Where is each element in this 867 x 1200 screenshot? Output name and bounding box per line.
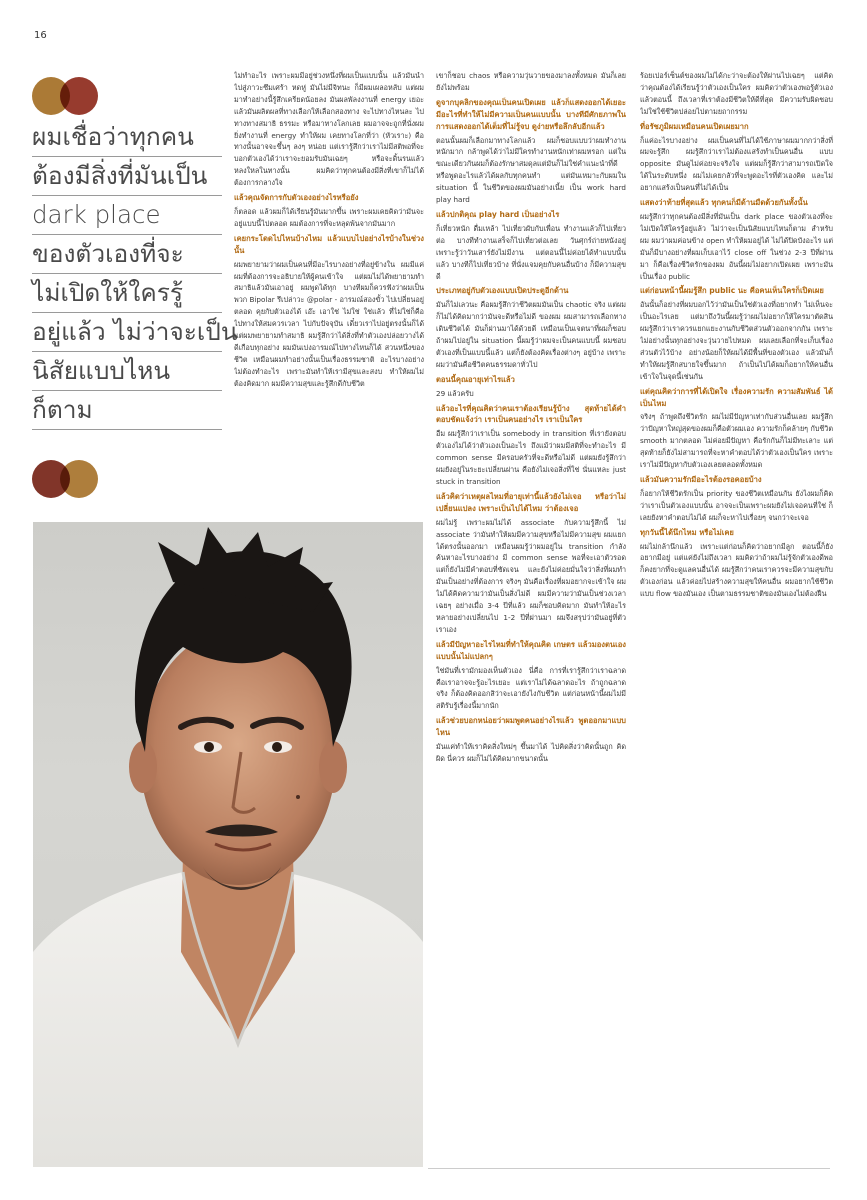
portrait-photo <box>33 522 423 1167</box>
body-paragraph: มันแค่ทำให้เราคิดสิ่งใหม่ๆ ขึ้นมาได้ ไปคิดสิ่งว่าคิดนั้นถูก คิดผิด นี่ควร ผมก็ไม่ได้คิดมากขนาดนั้น <box>436 742 626 763</box>
column-1 <box>234 70 424 518</box>
interview-question: ดูจากบุคลิกของคุณเป็นคนเปิดเผย แล้วก็แสดงออกได้เยอะ มีอะไรที่ทำให้ไม่มีความเป็นคนแบบนั้น บางทีมีศักยภาพในการแสดงออกได้เต็มที่ไม่รู้จบ ดูง่ายหรือลึกลับอีกแล้ว <box>436 97 626 131</box>
interview-question: เคยกระโดดไปไหนบ้างไหม แล้วแบบไปอย่างไรบ้างในช่วงนั้น <box>234 233 424 255</box>
interview-question: แล้วมันความรักมีอะไรต้องรอคอยบ้าง <box>640 475 762 484</box>
body-paragraph: ใช่มันที่เรามักมองเห็นตัวเอง นี่คือ การที่เรารู้สึกว่าเราฉลาด คือเราอาจจะรู้อะไรเยอะ แต่เราไม่ได้ฉลาดอะไร ถ้าถูกฉลาดจริง ก็ต้องคิดออกสิว่าจะเอายังไงกับชีวิต แต่ก่อนหน้านี้ผมไม่มีสติรับรู้เรื่องนี้มากนัก <box>436 665 626 711</box>
red-dot-icon <box>60 77 98 115</box>
interview-question: แล้วคิดว่าเหตุผลไหมที่อายุเท่านี้แล้วยังไม่เจอ หรือว่าไม่เปลี่ยนแปลง เพราะเป็นไปได้ไหม ว่าต้องเจอ <box>436 491 626 513</box>
pull-quote-line: ของตัวเองที่จะ <box>32 235 222 274</box>
page-number: 16 <box>34 30 47 41</box>
pull-quote <box>32 118 238 430</box>
body-paragraph: 29 แล้วครับ <box>436 388 474 398</box>
pull-quote-line: ไม่เปิดให้ใครรู้ <box>32 274 222 313</box>
footer-rule <box>428 1168 830 1169</box>
pull-quote-line: นิสัยแบบไหน <box>32 352 222 391</box>
body-paragraph: มันก็ไม่เลวนะ คือผมรู้สึกว่าชีวิตผมมันเป็น chaotic จริง แต่ผมก็ไม่ได้คิดมากว่ามันจะดีหรือไม่ดี ของผม ผมสามารถเลือกทางเดินชีวิตได้ มันก็ผ่านมาได้ด้วยดี เหมือนเป็นเจตนาที่ผมก็ชอบ ถ้าผมไปอยู่ใน situation นี้ผมรู้ว่าผมจะเป็นคนแบบนี้ ผมชอบตัวเองที่เป็นแบบนี้แล้ว แต่ก็ยังต้องคิดเรื่องต่างๆ อยู่บ้าง เพราะผมว่ามันคือชีวิตคนธรรมดาทั่วไป <box>436 300 626 369</box>
body-paragraph: จริงๆ ถ้าพูดถึงชีวิตรัก ผมไม่มีปัญหาเท่ากับส่วนอื่นเลย ผมรู้สึกว่าปัญหาใหญ่สุดของผมก็คือตัวผมเอง ความรักก็คล้ายๆ กับชีวิต smooth มากตลอด ไม่ค่อยมีปัญหา คือรักกันก็ไม่มีทะเลาะ แต่สุดท้ายก็ยังไม่สามารถที่จะหาคำตอบได้ว่าตัวเองเป็นใคร เพราะเราไม่มีปัญหากับตัวเองเลยตลอดทั้งหมด <box>640 412 833 470</box>
interview-question: แล้วคุณจัดการกับตัวเองอย่างไรหรือยัง <box>234 193 359 203</box>
body-paragraph: อันนั้นก็อย่างที่ผมบอกไว้ว่ามันเป็นใช่ตัวเองที่อยากทำ ไม่เห็นจะเป็นอะไรเลย แต่มาถึงวันนี้ผมรู้ว่าผมไม่อยากให้ใครมาตัดสิน ผมรู้สึกว่าเราควรแยกแยะงานกับชีวิตส่วนตัวออกจากกัน เพราะไม่อย่างนั้นทุกอย่างจะวุ่นวายไปหมด ผมเลยเลือกที่จะเก็บเรื่องส่วนตัวไว้บ้าง อย่างน้อยก็ให้ผมได้มีพื้นที่ของตัวเอง แล้วมันก็ทำให้ผมรู้สึกสบายใจขึ้นมาก ถ้าเป็นไปได้ผมก็อยากให้คนอื่นเข้าใจในจุดนี้เช่นกัน <box>640 300 833 381</box>
body-paragraph: ผมพยายามว่าผมเป็นคนที่มีอะไรบางอย่างที่อยู่ข้างใน ผมมีแค่ผมที่ต้องการจะอธิบายให้ผู้คนเข้าใจ แต่ผมไม่ได้พยายามทำสมาธิแล้วมันเอาอยู่ ผมพูดได้ทุก บางทีผมก็ควรฟังว่าผมเป็นพวก Bipolar รึเปล่าวะ @polar - อารมณ์สองขั้ว ไปเปลี่ยนอยู่ตลอด คุยกับตัวเองได้ เอ๊ะ เอาใช่ ไม่ใช่ ใช่แล้ว ที่ไม่ใช่ก็คือ ไปทางให้สมควรเวลา ไปกับปัจจุบัน เดี๋ยวเราไปอยู่ตรงนั้นก็ได้ แต่ผมพยายามทำสมาธิ ผมรู้สึกว่าได้สิ่งที่ทำตัวเองปล่อยวางได้ดีเกือบทุกอย่าง ผมมันเบ่งอารมณ์ไปทางไหนก็ได้ สวนหนึ่งของชีวิต เหมือนผมทำอย่างนั้นเป็นเรื่องธรรมชาติ อะไรบางอย่างไม่ต้องทำอะไร เพราะมันทำให้เรามีสุขและสงบ ทำให้ผมไม่ต้องคิดมาก ผมมีความสุขและรู้สึกดีกับชีวิต <box>234 259 424 388</box>
body-paragraph: ก็เที่ยวหนัก ดื่มเหล้า ไปเที่ยวผับกับเพื่อน ทำงานแล้วก็ไปเที่ยวต่อ บางทีทำงานเสร็จก็ไปเที่ยวต่อเลย วันศุกร์ถ่ายหนังอยู่ เพราะรู้ว่าวันเสาร์ยังไม่มีงาน แต่ตอนนี้ไม่ค่อยได้ทำแบบนั้นแล้ว บางทีก็ไปเที่ยวบ้าง ที่นั่งแจมคุยกับคนอื่นบ้าง ก็มีความสุขดี <box>436 223 626 281</box>
body-paragraph: ผมไม่กล้านึกแล้ว เพราะแต่ก่อนก็คิดว่าอยากมีลูก ตอนนี้ก็ยังอยากมีอยู่ แต่แค่ยังไม่ถึงเวลา ผมคิดว่าถ้าผมไม่รู้จักตัวเองดีพอก็คงยากที่จะดูแลคนอื่นได้ ผมรู้สึกว่าคนเราควรจะมีความสุขกับตัวเองก่อน แล้วค่อยไปสร้างความสุขให้คนอื่น ผมอยากใช้ชีวิตแบบ flow ของมันเอง เป็นตามธรรมชาติของมันเองไม่ต้องฝืน <box>640 541 833 599</box>
body-paragraph: อืม ผมรู้สึกว่าเราเป็น somebody in transition ที่เรายังตอบตัวเองไม่ได้ว่าตัวเองเป็นอะไร ถึงแม้ว่าผมมีสติที่จะทำอะไร มี common sense มีครอบครัวที่จะดีหรือไม่ดี แต่ผมยังรู้สึกว่าผมยังอยู่ในระยะเปลี่ยนผ่าน คือยังไม่เจอสิ่งที่ใช่ นั่นแหละ just stuck in transition <box>436 429 626 486</box>
pull-quote-line: ต้องมีสิ่งที่มันเป็น <box>32 157 222 196</box>
interview-question: แล้วช่วยบอกหน่อยว่าผมพูดคนอย่างไรแล้ว พูดออกมาแบบไหน <box>436 716 626 738</box>
body-paragraph: ร้อยเปอร์เซ็นต์ของผมไม่ได้กะว่าจะต้องให้ผ่านไปเฉยๆ แต่คิดว่าคุณต้องได้เรียนรู้ว่าตัวเองเป็นใคร ผมคิดว่าตัวเองพอรู้ตัวเองแล้วตอนนี้ ถึงเวลาที่เราต้องมีชีวิตให้ดีที่สุด มีความรับผิดชอบ ไม่ใช่ใช้ชีวิตปล่อยไปตามยถากรรม <box>640 71 833 116</box>
body-paragraph: ตอนนั้นผมก็เลือกมาทางโลกแล้ว ผมก็ชอบแบบว่าผมทำงานหนักมาก กล้าพูดได้ว่าไม่มีใครทำงานหนักเท่าผมหรอก แต่ในขณะเดียวกันผมก็ต้องรักษาสมดุลแต่มันก็ไม่ใช่คำแนะนำที่ดี หรือพูดอะไรแล้วได้ผลกับทุกคนทำ แต่มันเหมาะกับผมใน situation นี้ ในชีวิตของผมมันอย่างเนี้ย เป็น work hard play hard <box>436 135 626 205</box>
interview-question: แต่คุณคิดว่าการที่ได้เปิดใจ เรื่องความรัก ความสัมพันธ์ ได้เป็นไหม <box>640 386 833 408</box>
pull-quote-line: ผมเชื่อว่าทุกคน <box>32 118 222 157</box>
body-paragraph: ก็ตลอด แล้วผมก็ได้เรียนรู้มันมากขึ้น เพราะผมเคยคิดว่ามันจะอยู่แบบนี้ไปตลอด ผมต้องการที่จะหลุดพ้นจากมันมาก <box>234 206 424 228</box>
interview-question: แสดงว่าท้ายที่สุดแล้ว ทุกคนก็มีด้านมืดด้วยกันทั้งนั้น <box>640 198 808 208</box>
body-paragraph: ไม่ทำอะไร เพราะผมมีอยู่ช่วงหนึ่งที่ผมเป็นแบบนั้น แล้วมันนำไปสู่ภาวะซึมเศร้า หดหู่ มันไม่มีจิทนะ ก็มีผมเผลอหลับ แต่ผมมาทำอย่างนี้รู้สึกเครียดน้อยลง มันผลพัลงงานที่ energy เยอะ แล้วมันผลิตผลที่ทางเลือกให้เลือกสองทาง จะไปทางไหนละ ไปทางทางสมาธิ ธรรมะ หรือมาทางโลกเลย ผมอาจจะถูกที่นั่งผมยิ่งทำงานที่ energy ทำให้ผม เคยทางโลกที่ว่า (หัวเราะ) คือทางนั้นอาจจะขึ้นๆ ลงๆ หน่อย แต่เรารู้สึกว่าเราไม่มีสติพอที่จะบอกตัวเองได้ว่าเราจะยอมรับมันเฉยๆ หรือจะดิ้นรนแล้วหลงใหลในทางนั้น ผมคิดว่าทุกคนต้องมีสิ่งที่เขาก็ไม่ได้ต้องการกลางใจ <box>234 71 424 188</box>
interview-question: ตอนนี้คุณอายุเท่าไรแล้ว <box>436 374 515 384</box>
gold-dot-icon <box>60 460 98 498</box>
interview-question: แล้วมีปัญหาอะไรไหมที่ทำให้คุณคิด เกษตร แล้วมองตนเองแบบนั้นไม่แปลกๆ <box>436 639 626 661</box>
interview-question: แล้วปกติคุณ play hard เป็นอย่างไร <box>436 209 560 219</box>
body-paragraph: ก็อยากให้ชีวิตรักเป็น priority ของชีวิตเหมือนกัน ยังไงผมก็คิดว่าเราเป็นตัวเองแบบนั้น อาจจะเป็นเพราะผมยังไม่เจอคนที่ใช่ ก็เลยยังหาคำตอบไม่ได้ ผมก็จะหาไปเรื่อยๆ จนกว่าจะเจอ <box>640 488 833 522</box>
body-paragraph: ผมรู้สึกว่าทุกคนต้องมีสิ่งที่มันเป็น dark place ของตัวเองที่จะไม่เปิดให้ใครรู้อยู่แล้ว ไม่ว่าจะเป็นนิสัยแบบไหนก็ตาม สำหรับผม ผมว่าผมค่อนข้าง open ทำให้ผมอยู่ได้ ไม่ได้ปิดบังอะไร แต่มันก็มีบางอย่างที่ผมเก็บเอาไว้ close off ในช่วง 2-3 ปีที่ผ่านมา ก็คือเรื่องชีวิตรักของผม อันนี้ผมไม่อยากเปิดเผย เพราะมันเป็นเรื่อง public <box>640 211 833 281</box>
portrait-illustration <box>33 522 423 1167</box>
decorative-dots-bottom <box>32 460 100 500</box>
interview-question: ประเภทอยู่กับตัวเองแบบเปิดประตูอีกด้าน <box>436 286 569 296</box>
interview-question: ที่อรัชภูมิผมเหมือนคนเปิดเผยมาก <box>640 121 749 131</box>
body-paragraph: ก็แค่อะไรบางอย่าง ผมเป็นคนที่ไม่ได้ใช้ภาษาผมมากกว่าสิ่งที่ผมจะรู้สึก ผมรู้สึกว่าเราไม่ต้องแสร้งทำเป็นคนอื่น แบบ opposite มันดูไม่ค่อยจะจริงใจ แต่ผมก็รู้สึกว่าสามารถเปิดใจได้ในระดับหนึ่ง ผมไม่เคยกลัวที่จะพูดอะไรที่ตัวเองคิด และไม่อยากแสร้งเป็นคนที่ไม่ได้เป็น <box>640 135 833 193</box>
interview-question: แล้วอะไรที่คุณคิดว่าคนเราต้องเรียนรู้บ้าง สุดท้ายได้คำตอบชัดแจ้งว่า เราเป็นคนอย่างไร เราเป็นใคร <box>436 403 626 425</box>
column-2 <box>436 70 626 1168</box>
pull-quote-line: ก็ตาม <box>32 391 222 430</box>
decorative-dots-top <box>32 77 100 117</box>
body-paragraph: ผมไม่รู้ เพราะผมไม่ได้ associate กับความรู้สึกนี้ ไม่ associate ว่ามันทำให้ผมมีความสุขหรือไม่มีความสุข ผมแยกได้ตรงนั้นออกมา เหมือนผมรู้ว่าผมอยู่ใน transition กำลังค้นหาอะไรบางอย่าง มี common sense พอที่จะเอาตัวรอดแต่ก็ยังไม่มีคำตอบที่ชัดเจน และยังไม่ค่อยมั่นใจว่าสิ่งที่ผมทำมันเป็นอย่างที่ต้องการ จริงๆ มันคือเรื่องที่ผมอยากจะเข้าใจ ผมไม่ได้คิดความว่ามันเป็นสิ่งไม่ดี ผมมีความว่ามันเป็นช่วงเวลาเฉยๆ อย่างเมื่อ 3-4 ปีที่แล้ว ผมก็ชอบคิดมาก มันทำให้อะไรหลายอย่างเปลี่ยนไป 1-2 ปีที่ผ่านมา ผมจึงสรุปว่ามันอยู่ที่ตัวเราเอง <box>436 517 626 634</box>
pull-quote-line: dark place <box>32 196 222 235</box>
interview-question: ทุกวันนี้ได้นึกไหม หรือไม่เคย <box>640 527 734 537</box>
pull-quote-line: อยู่แล้ว ไม่ว่าจะเป็น <box>32 313 222 352</box>
body-paragraph: เขาก็ชอบ chaos หรือความวุ่นวายของมาลงทั้งหมด มันก็เลยยังไม่พร้อม <box>436 71 626 92</box>
interview-question: แต่ก่อนหน้านี้ผมรู้สึก public นะ คือคนเห็นใครก็เปิดเผย <box>640 286 824 296</box>
column-3 <box>640 70 833 1168</box>
